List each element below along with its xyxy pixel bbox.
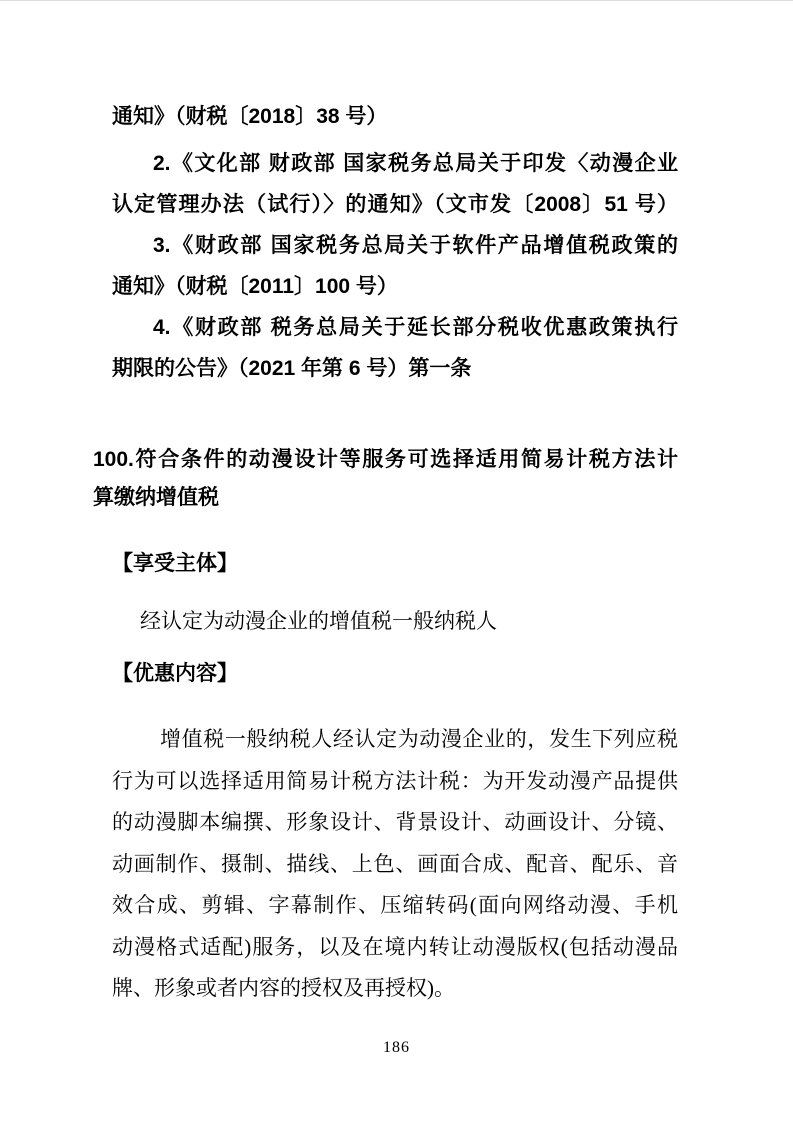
page-number: 186 [383,1039,410,1056]
reference-item3-line1: 3.《财政部 国家税务总局关于软件产品增值税政策的 [153,234,678,257]
reference-item1-continuation: 通知》（财税〔2018〕38 号） [112,105,388,128]
policy-heading-line1: 100.符合条件的动漫设计等服务可选择适用简易计税方法计 [93,448,678,471]
benefit-paragraph-line: 牌、形象或者内容的授权及再授权)。 [112,976,455,1000]
benefit-paragraph-line: 动画制作、摄制、描线、上色、画面合成、配音、配乐、音 [112,851,678,876]
reference-item4-line1: 4.《财政部 税务总局关于延长部分税收优惠政策执行 [153,316,678,339]
policy-heading-line2: 算缴纳增值税 [93,486,219,509]
section-label-beneficiary: 【享受主体】 [112,552,238,575]
reference-item3-line2: 通知》（财税〔2011〕100 号） [112,275,398,298]
reference-item4-line2: 期限的公告》（2021 年第 6 号）第一条 [112,357,472,380]
reference-item2-line1: 2.《文化部 财政部 国家税务总局关于印发〈动漫企业 [153,152,678,175]
benefit-paragraph [112,719,678,1010]
section-label-benefit: 【优惠内容】 [112,662,238,685]
benefit-paragraph-line: 增值税一般纳税人经认定为动漫企业的，发生下列应税 [160,727,678,751]
benefit-paragraph-line: 效合成、剪辑、字幕制作、压缩转码(面向网络动漫、手机 [112,893,678,917]
reference-item2-line2: 认定管理办法（试行）〉的通知》（文市发〔2008〕51 号） [112,193,678,216]
benefit-paragraph-line: 动漫格式适配)服务，以及在境内转让动漫版权(包括动漫品 [112,934,678,959]
benefit-paragraph-line: 行为可以选择适用简易计税方法计税：为开发动漫产品提供 [112,768,678,793]
beneficiary-text: 经认定为动漫企业的增值税一般纳税人 [140,609,497,633]
policy-basis-section [112,96,678,389]
benefit-paragraph-line: 的动漫脚本编撰、形象设计、背景设计、动画设计、分镜、 [112,810,678,834]
policy-heading [93,441,678,517]
